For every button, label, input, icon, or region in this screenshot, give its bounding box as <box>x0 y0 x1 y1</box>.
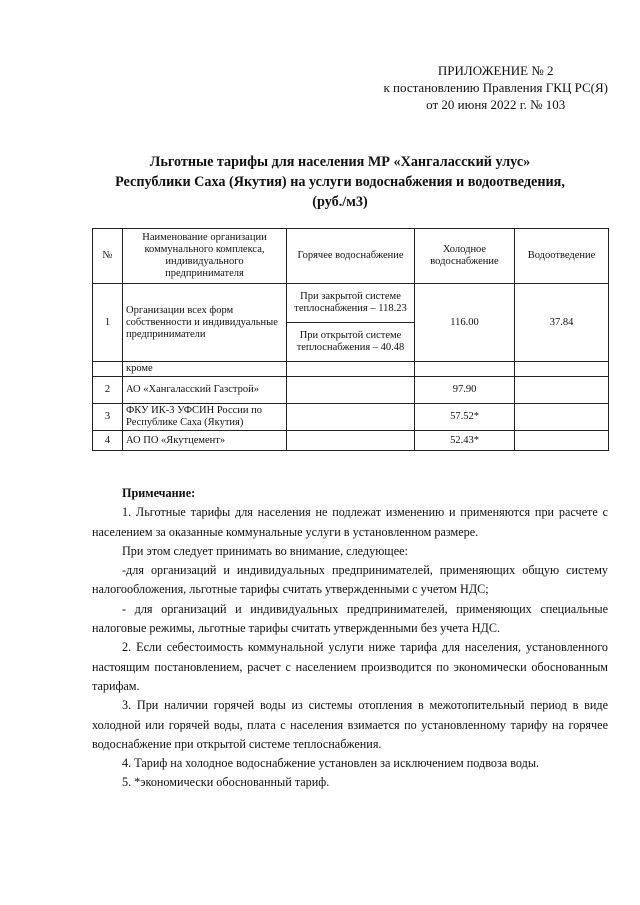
document-title <box>100 152 580 212</box>
appendix-number: ПРИЛОЖЕНИЕ № 2 <box>437 63 554 78</box>
table-row <box>93 377 609 404</box>
appendix-header <box>383 62 608 113</box>
row-organization: АО ПО «Якутцемент» <box>123 431 287 451</box>
table-row <box>93 284 609 323</box>
except-empty-cell <box>93 362 123 377</box>
resolution-date: от 20 июня 2022 г. № 103 <box>426 97 566 112</box>
row-number: 2 <box>93 377 123 404</box>
cold-water-value: 116.00 <box>415 284 515 362</box>
table-row <box>93 431 609 451</box>
sewerage-value: 37.84 <box>515 284 609 362</box>
note-paragraph: - для организаций и индивидуальных предпринимателей, применяющих специальные налоговые режимы, льготные тарифы считать утвержденными без учета НДС. <box>92 601 608 636</box>
header-sewerage: Водоотведение <box>515 229 609 284</box>
hot-water-closed-system: При закрытой системе теплоснабжения – 118.23 <box>287 284 415 323</box>
note-paragraph: 3. При наличии горячей воды из системы отопления в межотопительный период в виде холодной или горячей воды, плата с населения взимается по установленному тарифу на горячее водоснабжение при открытой системе теплоснабжения. <box>92 698 608 751</box>
title-line-3: (руб./м3) <box>312 194 368 210</box>
except-empty-cell <box>515 362 609 377</box>
hot-water-value <box>287 431 415 451</box>
row-organization: Организации всех форм собственности и индивидуальные предприниматели <box>123 284 287 362</box>
header-cold-water: Холодное водоснабжение <box>415 229 515 284</box>
table-row <box>93 404 609 431</box>
row-number: 3 <box>93 404 123 431</box>
table-header-row <box>93 229 609 284</box>
title-line-2: Республики Саха (Якутия) на услуги водоснабжения и водоотведения, <box>115 174 565 190</box>
row-number: 4 <box>93 431 123 451</box>
hot-water-value <box>287 404 415 431</box>
except-empty-cell <box>415 362 515 377</box>
sewerage-value <box>515 431 609 451</box>
notes-heading: Примечание: <box>122 486 196 500</box>
except-empty-cell <box>287 362 415 377</box>
hot-water-open-system: При открытой системе теплоснабжения – 40.48 <box>287 323 415 362</box>
note-paragraph: -для организаций и индивидуальных предпринимателей, применяющих общую систему налогообложения, льготные тарифы считать утвержденными с учетом НДС; <box>92 563 608 597</box>
cold-water-value: 52.43* <box>415 431 515 451</box>
cold-water-value: 97.90 <box>415 377 515 404</box>
sewerage-value <box>515 377 609 404</box>
row-organization: АО «Хангаласский Газстрой» <box>123 377 287 404</box>
note-paragraph: 1. Льготные тарифы для населения не подлежат изменению и применяются при расчете с населением за оказанные коммунальные услуги в установленном размере. <box>92 505 608 539</box>
sewerage-value <box>515 404 609 431</box>
cold-water-value: 57.52* <box>415 404 515 431</box>
header-number: № <box>93 229 123 284</box>
header-hot-water: Горячее водоснабжение <box>287 229 415 284</box>
resolution-reference: к постановлению Правления ГКЦ РС(Я) <box>383 80 608 95</box>
note-paragraph: 4. Тариф на холодное водоснабжение установлен за исключением подвоза воды. <box>122 756 540 771</box>
row-organization: ФКУ ИК-3 УФСИН России по Республике Саха (Якутия) <box>123 404 287 431</box>
note-paragraph: 2. Если себестоимость коммунальной услуги ниже тарифа для населения, установленного настоящим постановлением, расчет с населением производится по экономически обоснованным тарифам. <box>92 640 608 693</box>
except-row <box>93 362 609 377</box>
notes-section <box>92 484 608 793</box>
header-organization: Наименование организации коммунального комплекса, индивидуального предпринимателя <box>123 229 287 284</box>
note-paragraph: 5. *экономически обоснованный тариф. <box>122 775 330 790</box>
title-line-1: Льготные тарифы для населения МР «Хангаласский улус» <box>149 154 531 170</box>
hot-water-value <box>287 377 415 404</box>
except-label: кроме <box>123 362 287 377</box>
row-number: 1 <box>93 284 123 362</box>
note-paragraph: При этом следует принимать во внимание, следующее: <box>122 543 408 558</box>
tariff-table <box>92 228 609 451</box>
